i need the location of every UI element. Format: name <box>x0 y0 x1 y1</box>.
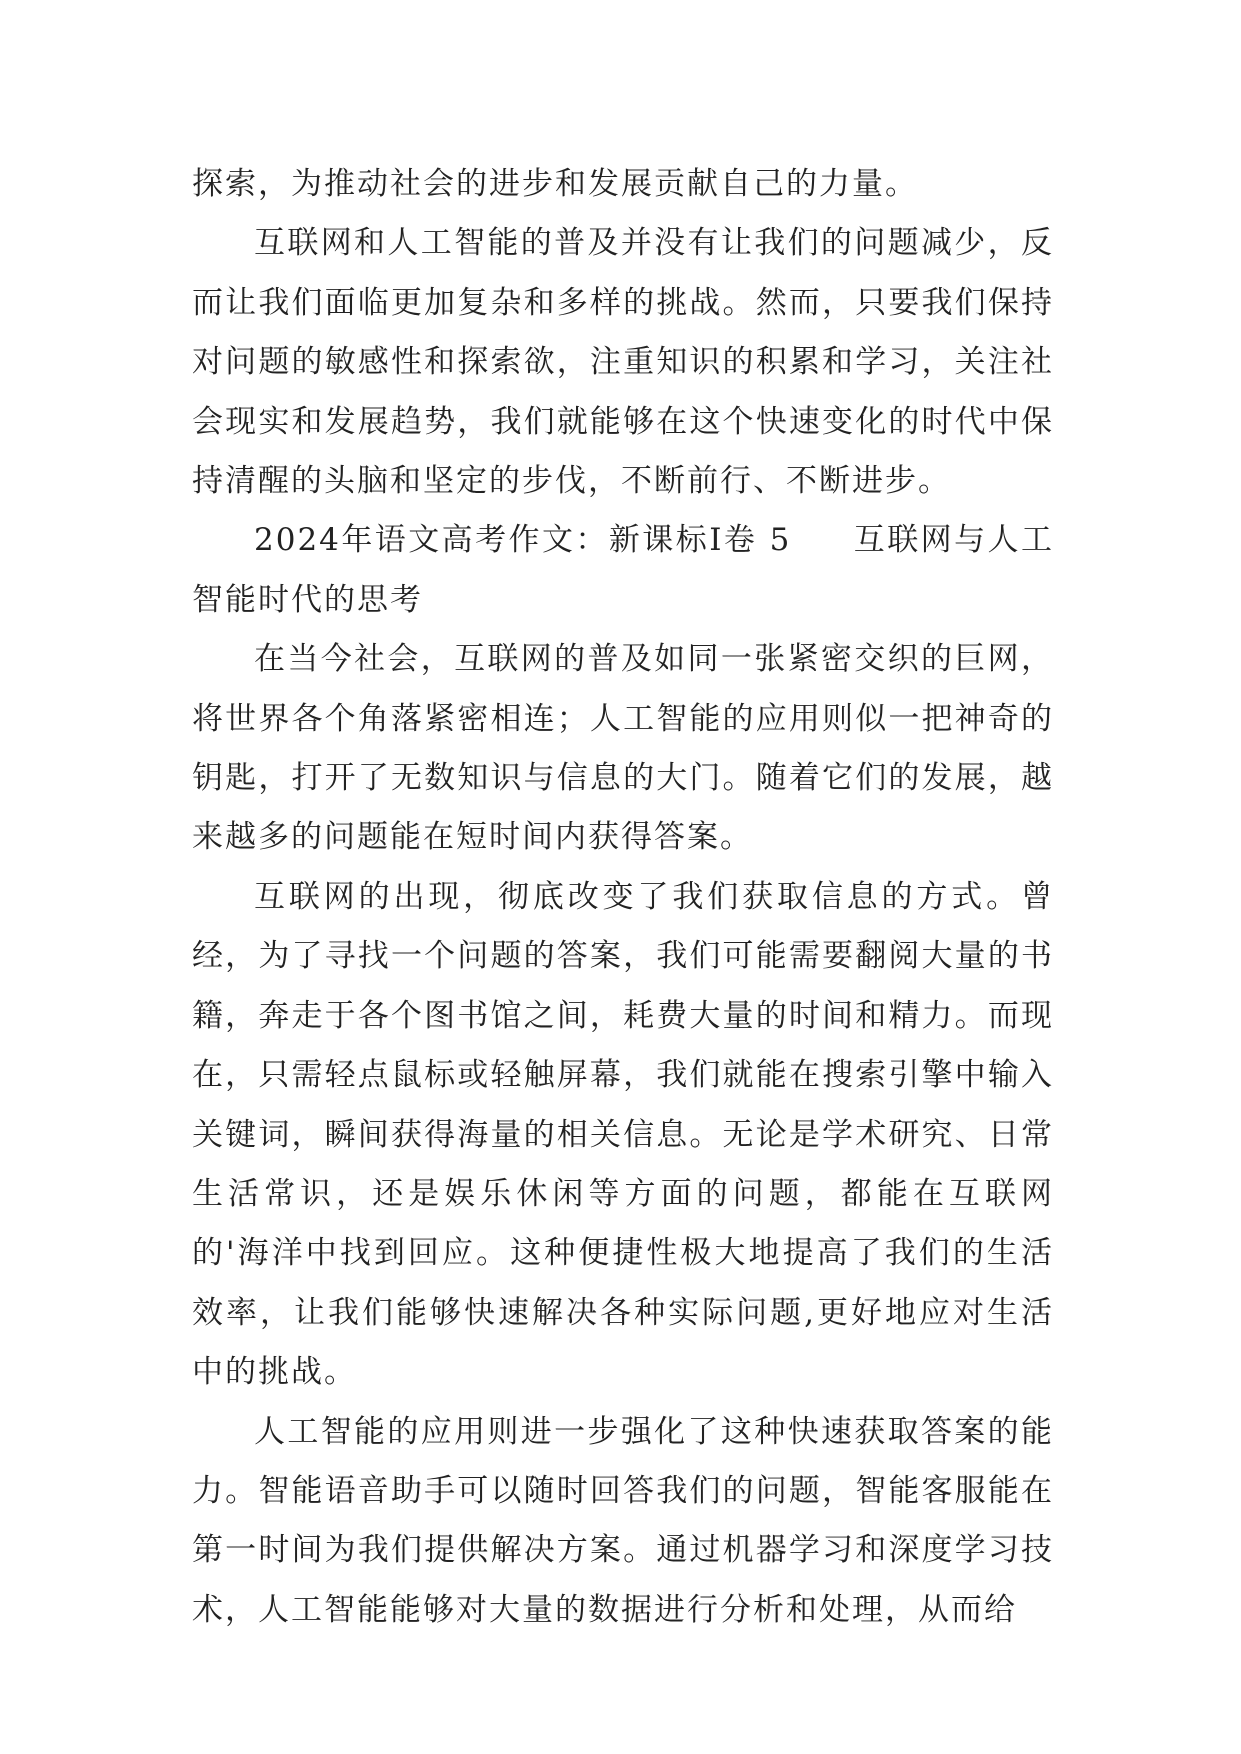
document-body <box>192 155 1054 1640</box>
essay-heading-prefix: 2024年语文高考作文：新课标Ⅰ卷 5 <box>254 522 792 559</box>
essay-heading-title: 互联网与人工智能时代的思考 <box>192 522 1054 618</box>
paragraph-ai: 人工智能的应用则进一步强化了这种快速获取答案的能力。智能语音助手可以随时回答我们的问题，智能客服能在第一时间为我们提供解决方案。通过机器学习和深度学习技术，人工智能能够对大量的数据进行分析和处理，从而给 <box>192 1413 1054 1628</box>
paragraph-internet: 互联网的出现，彻底改变了我们获取信息的方式。曾经，为了寻找一个问题的答案，我们可能需要翻阅大量的书籍，奔走于各个图书馆之间，耗费大量的时间和精力。而现在，只需轻点鼠标或轻触屏幕，我们就能在搜索引擎中输入关键词，瞬间获得海量的相关信息。无论是学术研究、日常生活常识，还是娱乐休闲等方面的问题，都能在互联网的'海洋中找到回应。这种便捷性极大地提高了我们的生活效率，让我们能够快速解决各种实际问题,更好地应对生活中的挑战。 <box>192 878 1054 1391</box>
essay-heading <box>192 511 1054 630</box>
paragraph-continuation: 探索，为推动社会的进步和发展贡献自己的力量。 <box>192 166 918 202</box>
paragraph-intro: 在当今社会，互联网的普及如同一张紧密交织的巨网，将世界各个角落紧密相连；人工智能的应用则似一把神奇的钥匙，打开了无数知识与信息的大门。随着它们的发展，越来越多的问题能在短时间内获得答案。 <box>192 641 1054 856</box>
paragraph-conclusion: 互联网和人工智能的普及并没有让我们的问题减少，反而让我们面临更加复杂和多样的挑战。然而，只要我们保持对问题的敏感性和探索欲，注重知识的积累和学习，关注社会现实和发展趋势，我们就能够在这个快速变化的时代中保持清醒的头脑和坚定的步伐，不断前行、不断进步。 <box>192 225 1054 500</box>
